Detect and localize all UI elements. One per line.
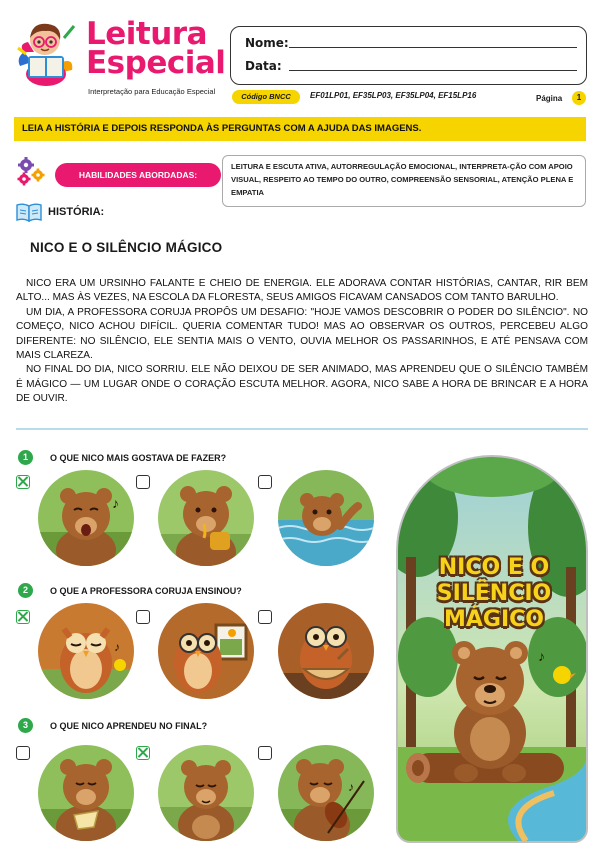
gears-icon xyxy=(16,157,46,187)
skills-text: LEITURA E ESCUTA ATIVA, AUTORREGULAÇÃO EMOCIONAL, INTERPRETA-ÇÃO COM APOIO VISUAL, RESPEITO AO TEMPO DO OUTRO, COMPREENSÃO SENSORIAL, ATENÇÃO PLENA E EMPATIA xyxy=(222,155,586,207)
question-2-option-a-checkbox[interactable] xyxy=(16,610,30,624)
question-3-option-a-checkbox[interactable] xyxy=(16,746,30,760)
bear-violin-image[interactable] xyxy=(278,745,374,841)
story-paragraph: UM DIA, A PROFESSORA CORUJA PROPÔS UM DESAFIO: "HOJE VAMOS DESCOBRIR O PODER DO SILÊNCIO". NO COMEÇO, NICO ACHOU DIFÍCIL. QUERIA COMENTAR TUDO! MAS AO OBSERVAR OS OUTROS, PERCEBEU ALGO DIFERENTE: NO SILÊNCIO, ELE SENTIA MAIS O VENTO, OUVIA MELHOR OS PASSARINHOS, E ATÉ PENSAVA COM MAIS CLAREZA. xyxy=(16,306,588,362)
story-title: NICO E O SILÊNCIO MÁGICO xyxy=(30,240,223,255)
bncc-codes: EF01LP01, EF35LP03, EF35LP04, EF15LP16 xyxy=(310,91,477,100)
cover-title-line3: MÁGICO xyxy=(443,607,544,632)
question-2-option-b-checkbox[interactable] xyxy=(136,610,150,624)
cover-title-line1: NICO E O xyxy=(438,555,550,580)
question-3-option-b-checkbox[interactable] xyxy=(136,746,150,760)
cover-title-line2: SILÊNCIO xyxy=(436,581,552,606)
bear-eating-honey-image[interactable] xyxy=(158,470,254,566)
question-2-option-c-checkbox[interactable] xyxy=(258,610,272,624)
instruction-banner: LEIA A HISTÓRIA E DEPOIS RESPONDA ÀS PERGUNTAS COM A AJUDA DAS IMAGENS. xyxy=(14,117,586,141)
story-section-label: HISTÓRIA: xyxy=(48,206,105,218)
mascot-reader-logo xyxy=(14,18,78,88)
svg-text:♪: ♪ xyxy=(348,780,354,794)
bear-swimming-image[interactable] xyxy=(278,470,374,566)
brand-title-line1: Leitura xyxy=(86,16,207,52)
book-cover-illustration xyxy=(396,455,588,843)
svg-text:♪: ♪ xyxy=(114,640,120,654)
owl-painting-image[interactable] xyxy=(158,603,254,699)
name-label: Nome: xyxy=(245,36,289,50)
svg-text:♪: ♪ xyxy=(538,648,545,664)
question-1-number: 1 xyxy=(18,450,33,465)
bear-origami-image[interactable] xyxy=(38,745,134,841)
svg-text:♪: ♪ xyxy=(112,495,119,511)
date-field[interactable] xyxy=(289,70,577,71)
name-field[interactable] xyxy=(289,47,577,48)
bear-sitting-calm-image[interactable] xyxy=(158,745,254,841)
question-1-option-b-checkbox[interactable] xyxy=(136,475,150,489)
question-2-text: O QUE A PROFESSORA CORUJA ENSINOU? xyxy=(50,586,242,596)
brand-subtitle: Interpretação para Educação Especial xyxy=(88,87,216,96)
bear-singing-image[interactable] xyxy=(38,470,134,566)
owl-cooking-image[interactable] xyxy=(278,603,374,699)
skills-label: HABILIDADES ABORDADAS: xyxy=(55,163,221,187)
student-info-box xyxy=(230,26,587,85)
question-1-text: O QUE NICO MAIS GOSTAVA DE FAZER? xyxy=(50,453,227,463)
question-1-option-a-checkbox[interactable] xyxy=(16,475,30,489)
owl-meditating-image[interactable] xyxy=(38,603,134,699)
question-1-option-c-checkbox[interactable] xyxy=(258,475,272,489)
bncc-label: Código BNCC xyxy=(232,90,300,104)
brand-title xyxy=(86,16,226,81)
story-body xyxy=(16,277,588,407)
question-2-number: 2 xyxy=(18,583,33,598)
date-label: Data: xyxy=(245,59,282,73)
question-3-number: 3 xyxy=(18,718,33,733)
brand-title-line2: Especial xyxy=(86,45,226,81)
page-label: Página xyxy=(536,94,563,103)
open-book-icon xyxy=(16,202,42,222)
story-paragraph: NICO ERA UM URSINHO FALANTE E CHEIO DE ENERGIA. ELE ADORAVA CONTAR HISTÓRIAS, CANTAR, RIR BEM ALTO... MAS ÀS VEZES, NA ESCOLA DA FLORESTA, SEUS AMIGOS FICAVAM CANSADOS COM TANTO BARULHO. xyxy=(16,278,588,304)
question-3-option-c-checkbox[interactable] xyxy=(258,746,272,760)
section-divider xyxy=(16,428,588,430)
page-number: 1 xyxy=(572,91,586,105)
question-3-text: O QUE NICO APRENDEU NO FINAL? xyxy=(50,721,208,731)
story-paragraph: NO FINAL DO DIA, NICO SORRIU. ELE NÃO DEIXOU DE SER ANIMADO, MAS APRENDEU QUE O SILÊNCIO TAMBÉM É MÁGICO — UM LUGAR ONDE O CORAÇÃO ESCUTA MELHOR. AGORA, NICO SABE A HORA DE BRINCAR E A HORA DE OUVIR. xyxy=(16,364,588,405)
